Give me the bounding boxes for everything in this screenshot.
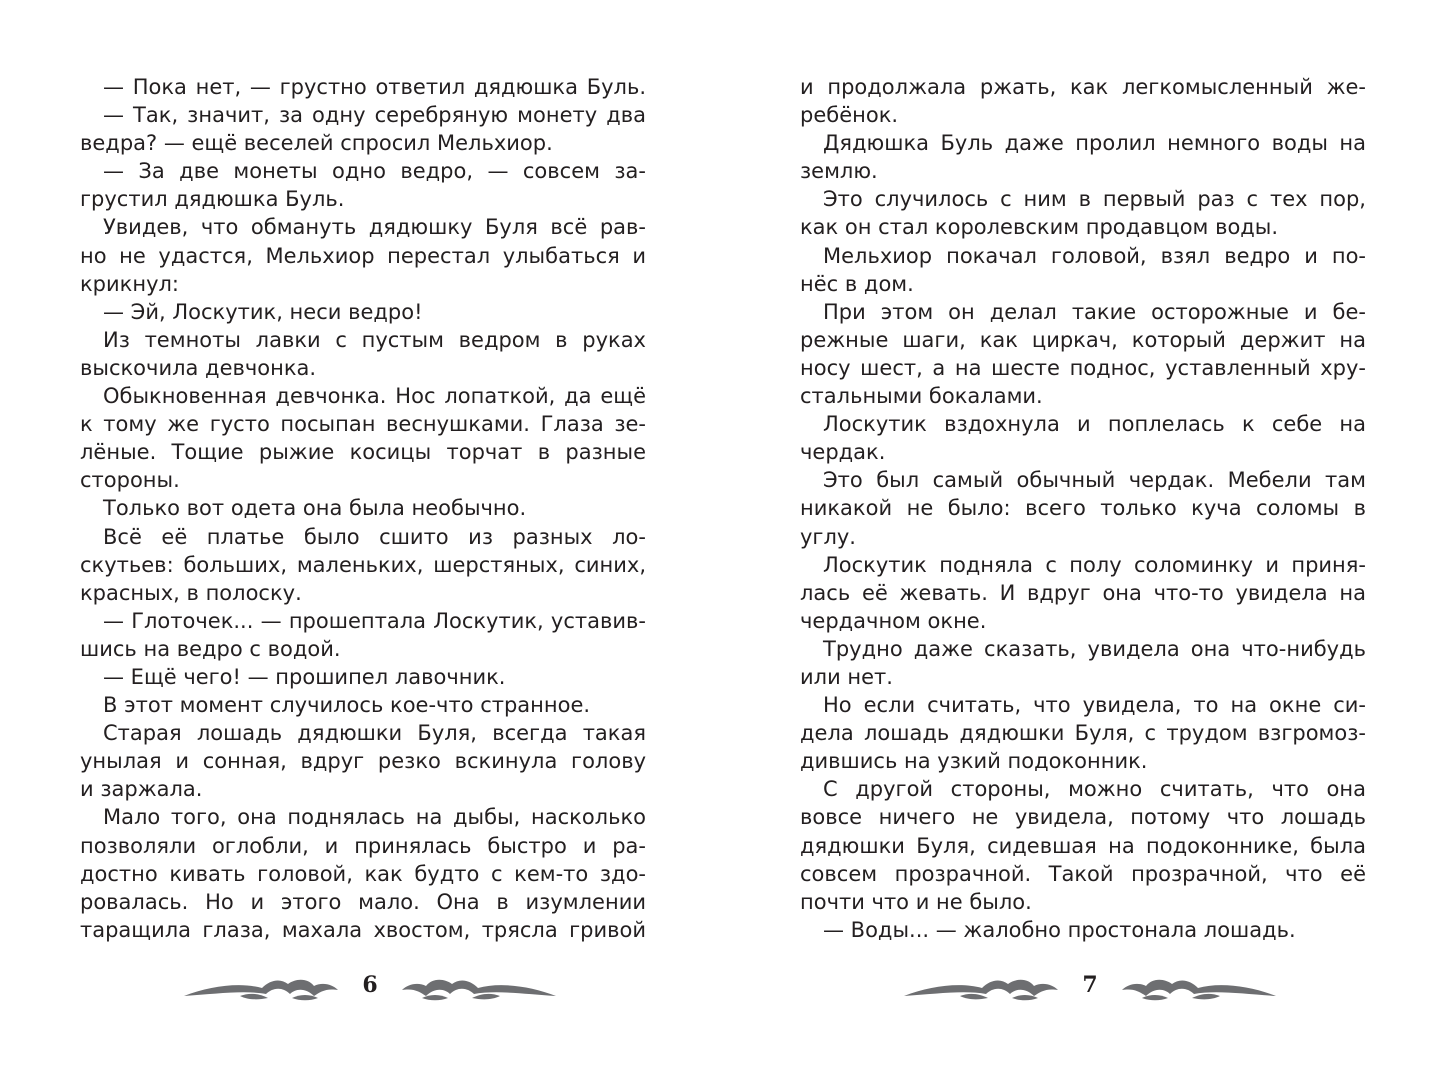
- left-page-footer: [180, 968, 560, 1008]
- text-line: но не удастся, Мельхиор перестал улыбаться и: [80, 243, 646, 268]
- text-line: — Так, значит, за одну серебряную монету два: [103, 103, 646, 128]
- text-line: Это случилось с ним в первый раз с тех пор,: [823, 187, 1366, 212]
- right-page: [800, 73, 1366, 944]
- text-line: стороны.: [80, 468, 180, 493]
- text-line: позволяли оглобли, и принялась быстро и ра-: [80, 833, 646, 858]
- text-line: — За две монеты одно ведро, — совсем за-: [103, 159, 646, 184]
- text-line: выскочила девчонка.: [80, 355, 317, 380]
- text-line: грустил дядюшка Буль.: [80, 187, 345, 212]
- text-line: Лоскутик вздохнула и поплелась к себе на: [823, 412, 1366, 437]
- text-line: Но если считать, что увидела, то на окне си-: [823, 693, 1366, 718]
- text-line: чердачном окне.: [800, 608, 987, 633]
- text-line: красных, в полоску.: [80, 580, 302, 605]
- text-line: крикнул:: [80, 271, 180, 296]
- text-line: как он стал королевским продавцом воды.: [800, 215, 1279, 240]
- text-line: Трудно даже сказать, увидела она что-нибудь: [823, 636, 1366, 661]
- text-line: совсем прозрачной. Такой прозрачной, что её: [800, 861, 1366, 886]
- text-line: Обыкновенная девчонка. Нос лопаткой, да ещё: [103, 384, 646, 409]
- text-line: унылая и сонная, вдруг резко вскинула голову: [80, 749, 646, 774]
- text-line: ребёнок.: [800, 103, 899, 128]
- text-line: — Ещё чего! — прошипел лавочник.: [103, 664, 506, 689]
- page-number: 6: [362, 972, 378, 998]
- text-line: — Воды... — жалобно простонала лошадь.: [823, 917, 1296, 942]
- text-line: дившись на узкий подоконник.: [800, 749, 1148, 774]
- text-line: чердак.: [800, 440, 886, 465]
- text-line: Мало того, она поднялась на дыбы, насколько: [103, 805, 646, 830]
- text-line: стальными бокалами.: [800, 384, 1043, 409]
- text-line: скутьев: больших, маленьких, шерстяных, синих,: [80, 552, 646, 577]
- text-line: почти что и не было.: [800, 889, 1032, 914]
- text-line: носу шест, а на шесте поднос, уставленный хру-: [800, 355, 1366, 380]
- text-line: углу.: [800, 524, 856, 549]
- text-line: — Глоточек... — прошептала Лоскутик, уставив-: [103, 608, 646, 633]
- text-line: В этот момент случилось кое-что странное.: [103, 693, 591, 718]
- right-page-footer: [900, 968, 1280, 1008]
- text-line: и продолжала ржать, как легкомысленный же-: [800, 75, 1366, 99]
- text-line: Это был самый обычный чердак. Мебели там: [823, 468, 1366, 493]
- text-line: Из темноты лавки с пустым ведром в руках: [103, 327, 646, 352]
- text-line: таращила глаза, махала хвостом, трясла гривой: [80, 917, 646, 942]
- text-line: к тому же густо посыпан веснушками. Глаза зе-: [80, 412, 646, 437]
- right-flourish-ornament-icon: [1120, 976, 1280, 1002]
- text-line: ведра? — ещё веселей спросил Мельхиор.: [80, 131, 553, 156]
- text-line: ровалась. Но и этого мало. Она в изумлении: [80, 889, 646, 914]
- text-line: никакой не было: всего только куча соломы в: [800, 496, 1366, 521]
- text-line: — Пока нет, — грустно ответил дядюшка Буль.: [103, 75, 646, 99]
- text-line: землю.: [800, 159, 878, 184]
- text-line: дядюшки Буля, сидевшая на подоконнике, была: [800, 833, 1366, 858]
- text-line: режные шаги, как циркач, который держит на: [800, 327, 1366, 352]
- text-line: Дядюшка Буль даже пролил немного воды на: [823, 131, 1366, 156]
- text-line: — Эй, Лоскутик, неси ведро!: [103, 299, 423, 324]
- text-line: нёс в дом.: [800, 271, 914, 296]
- text-line: При этом он делал такие осторожные и бе-: [823, 299, 1366, 324]
- left-page: [80, 73, 646, 944]
- text-line: Только вот одета она была необычно.: [103, 496, 527, 521]
- text-line: дела лошадь дядюшки Буля, с трудом взгромоз-: [800, 721, 1366, 746]
- text-line: Старая лошадь дядюшки Буля, всегда такая: [103, 721, 646, 746]
- text-line: Мельхиор покачал головой, взял ведро и по-: [823, 243, 1366, 268]
- text-line: Всё её платье было сшито из разных ло-: [103, 524, 646, 549]
- text-line: лёные. Тощие рыжие косицы торчат в разные: [80, 440, 646, 465]
- text-line: и заржала.: [80, 777, 203, 802]
- page-number: 7: [1082, 972, 1098, 998]
- text-line: достно кивать головой, как будто с кем-то здо-: [80, 861, 646, 886]
- right-flourish-ornament-icon: [400, 976, 560, 1002]
- text-line: лась её жевать. И вдруг она что-то увидела на: [800, 580, 1366, 605]
- text-line: шись на ведро с водой.: [80, 636, 341, 661]
- text-line: вовсе ничего не увидела, потому что лошадь: [800, 805, 1366, 830]
- text-line: Увидев, что обмануть дядюшку Буля всё рав-: [103, 215, 646, 240]
- text-line: С другой стороны, можно считать, что она: [823, 777, 1366, 802]
- text-line: или нет.: [800, 664, 893, 689]
- text-line: Лоскутик подняла с полу соломинку и приня-: [823, 552, 1366, 577]
